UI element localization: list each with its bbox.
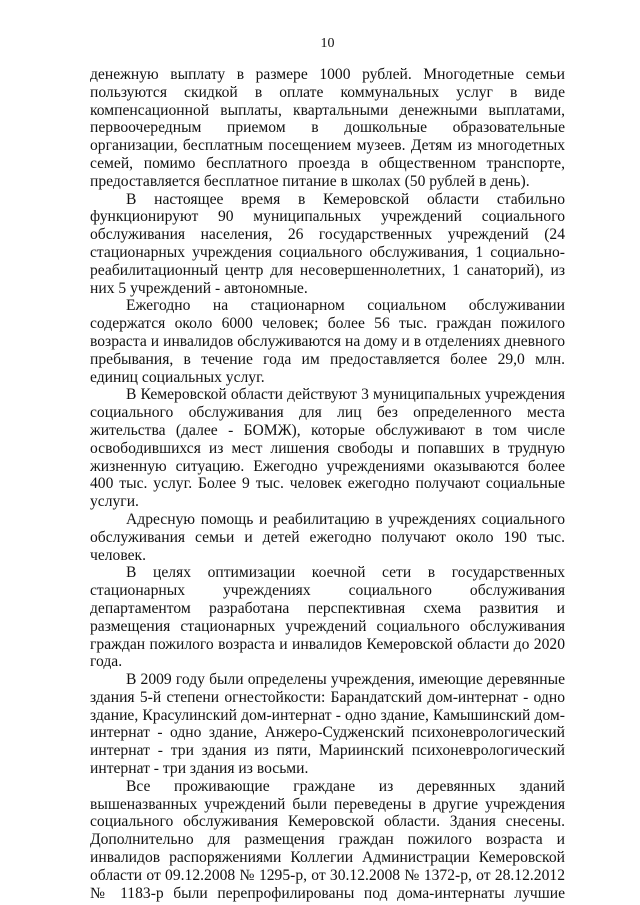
paragraph-large-families-benefits: денежную выплату в размере 1000 рублей. Многодетные семьи пользуются скидкой в оплате коммунальных услуг в виде компенсационной выплаты, квартальными денежными выплатами, первоочередным приемом в дошкольные образовательные организации, бесплатным посещением музеев. Детям из многодетных семей, помимо бесплатного проезда в общественном транспорте, предоставляется бесплатное питание в школах (50 рублей в день). — [90, 66, 565, 190]
page-number: 10 — [320, 36, 335, 51]
paragraph-family-children-assistance: Адресную помощь и реабилитацию в учреждениях социального обслуживания семьи и детей ежегодно получают около 190 тыс. человек. — [90, 510, 565, 564]
paragraph-social-institutions-count: В настоящее время в Кемеровской области стабильно функционируют 90 муниципальных учреждений социального обслуживания населения, 26 государственных учреждений (24 стационарных учреждения социального обслуживания, 1 социально-реабилитационный центр для несовершеннолетних, 1 санаторий), из них 5 учреждений - автономные. — [90, 190, 565, 297]
paragraph-wooden-buildings-2009: В 2009 году были определены учреждения, имеющие деревянные здания 5-й степени огнестойкости: Барандатский дом-интернат - одно здание, Красулинский дом-интернат - одно здание, Камышинский дом-интернат - одно здание, Анжеро-Судженский психоневрологический интернат - три здания из пяти, Мариинский психоневрологический интернат - три здания из восьми. — [90, 671, 565, 778]
document-body — [90, 66, 565, 902]
paragraph-inpatient-service-stats: Ежегодно на стационарном социальном обслуживании содержатся около 6000 человек; более 56 тыс. граждан пожилого возраста и инвалидов обслуживаются на дому и в отделениях дневного пребывания, в течение года им предоставляется более 29,0 млн. единиц социальных услуг. — [90, 297, 565, 386]
paragraph-bed-network-optimization: В целях оптимизации коечной сети в государственных стационарных учреждениях социального обслуживания департаментом разработана перспективная схема развития и размещения стационарных учреждений социального обслуживания граждан пожилого возраста и инвалидов Кемеровской области до 2020 года. — [90, 564, 565, 671]
paragraph-residents-relocation: Все проживающие граждане из деревянных зданий вышеназванных учреждений были переведены в другие учреждения социального обслуживания Кемеровской области. Здания снесены. Дополнительно для размещения граждан пожилого возраста и инвалидов распоряжениями Коллегии Администрации Кемеровской области от 09.12.2008 № 1295-р, от 30.12.2008 № 1372-р, от 28.12.2012 № 1183-р были перепрофилированы под дома-интернаты лучшие — [90, 777, 565, 902]
document-page — [90, 0, 565, 905]
paragraph-homeless-institutions: В Кемеровской области действуют 3 муниципальных учреждения социального обслуживания для лиц без определенного места жительства (далее - БОМЖ), которые обслуживают в том числе освободившихся из мест лишения свободы и попавших в трудную жизненную ситуацию. Ежегодно учреждениями оказываются более 400 тыс. услуг. Более 9 тыс. человек ежегодно получают социальные услуги. — [90, 386, 565, 511]
